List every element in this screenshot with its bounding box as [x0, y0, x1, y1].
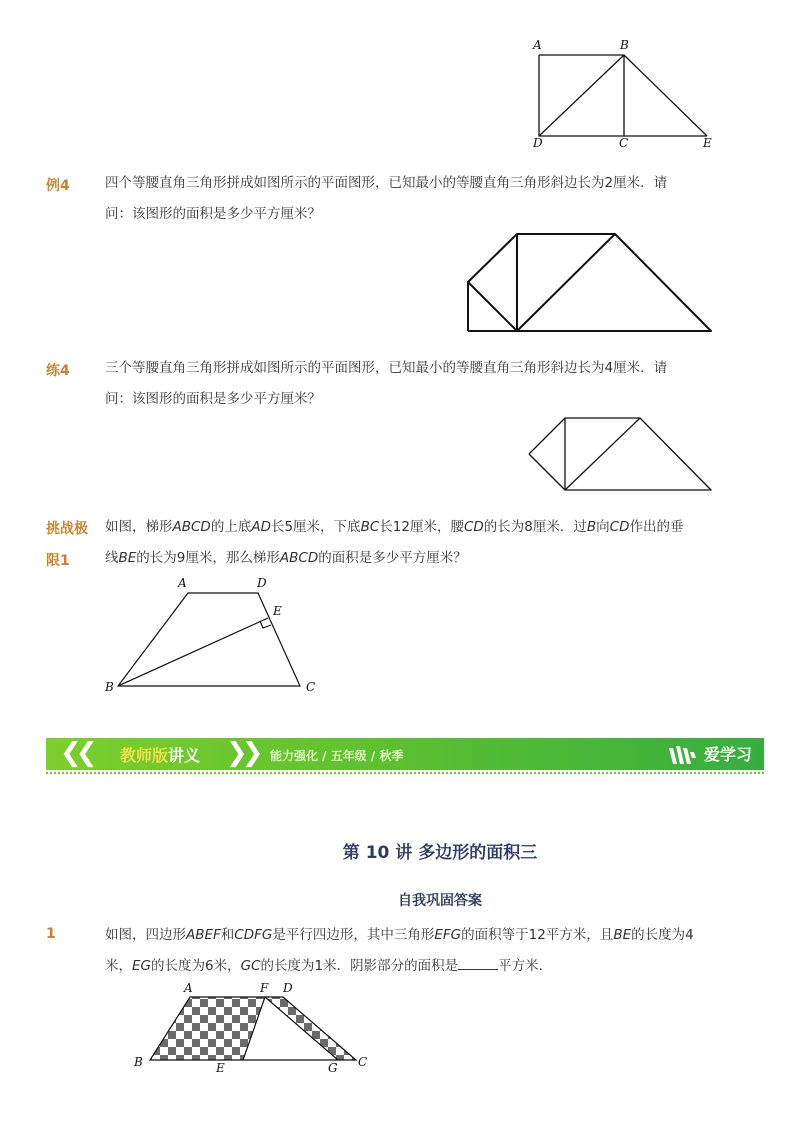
banner-subtitle: 能力强化 / 五年级 / 秋季 — [270, 749, 404, 763]
section-title: 自我巩固答案 — [398, 893, 482, 909]
challenge-tag-line-1: 挑战极 — [46, 521, 88, 537]
question-1-text — [105, 920, 720, 982]
trapezoid-abcd-figure — [100, 572, 330, 697]
answer-blank[interactable] — [458, 955, 498, 970]
logo-text: 爱学习 — [703, 745, 752, 764]
challenge-line-2: 线BE的长为9厘米，那么梯形ABCD的面积是多少平方厘米？ — [105, 550, 467, 566]
practice-4-line-2: 问：该图形的面积是多少平方厘米？ — [105, 391, 321, 407]
para-label-e: E — [216, 1061, 225, 1075]
four-triangles-figure — [465, 228, 715, 334]
para-label-b: B — [134, 1055, 143, 1069]
example-4-tag: 例4 — [46, 178, 70, 194]
para-label-f: F — [260, 981, 269, 995]
chevron-left-icon: ❮❮ — [60, 738, 92, 768]
brand-logo — [668, 742, 752, 768]
parallelograms-figure — [128, 975, 378, 1075]
label-b: B — [620, 38, 629, 52]
challenge-line-1: 如图，梯形ABCD的上底AD长5厘米，下底BC长12厘米，腰CD的长为8厘米．过B向CD作出的垂 — [105, 519, 684, 535]
label-a: A — [533, 38, 542, 52]
practice-4-tag: 练4 — [46, 363, 70, 379]
para-label-g: G — [328, 1061, 338, 1075]
question-1-number: 1 — [46, 926, 56, 942]
trap-label-b: B — [105, 680, 114, 694]
challenge-tag-line-2: 限1 — [46, 553, 70, 569]
trap-label-a: A — [178, 576, 187, 590]
practice-4-text — [105, 353, 720, 415]
lecture-title: 第 10 讲 多边形的面积三 — [342, 843, 538, 863]
practice-4-line-1: 三个等腰直角三角形拼成如图所示的平面图形，已知最小的等腰直角三角形斜边长为4厘米．请 — [105, 360, 668, 376]
logo-icon — [668, 744, 698, 768]
label-c: C — [619, 136, 629, 150]
banner-divider — [46, 772, 764, 774]
banner-title: 教师版讲义 — [120, 746, 201, 765]
chevron-right-icon: ❯❯ — [226, 738, 258, 768]
challenge-text — [105, 512, 720, 574]
trap-label-e: E — [273, 604, 282, 618]
para-label-c: C — [358, 1055, 368, 1069]
trap-label-d: D — [257, 576, 267, 590]
example-4-text — [105, 168, 720, 230]
para-label-a: A — [184, 981, 193, 995]
three-triangles-figure — [525, 415, 715, 495]
example-4-line-1: 四个等腰直角三角形拼成如图所示的平面图形，已知最小的等腰直角三角形斜边长为2厘米．请 — [105, 175, 668, 191]
label-d: D — [533, 136, 543, 150]
trap-label-c: C — [306, 680, 316, 694]
question-1-line-1: 如图，四边形ABEF和CDFG是平行四边形，其中三角形EFG的面积等于12平方米，且BE的长度为4 — [105, 927, 694, 943]
example-4-line-2: 问：该图形的面积是多少平方厘米？ — [105, 206, 321, 222]
label-e: E — [703, 136, 712, 150]
question-1-line-2: 米，EG的长度为6米，GC的长度为1米．阴影部分的面积是 平方米． — [105, 951, 720, 982]
header-banner — [46, 738, 764, 770]
para-label-d: D — [283, 981, 293, 995]
square-triangle-figure — [525, 35, 725, 150]
